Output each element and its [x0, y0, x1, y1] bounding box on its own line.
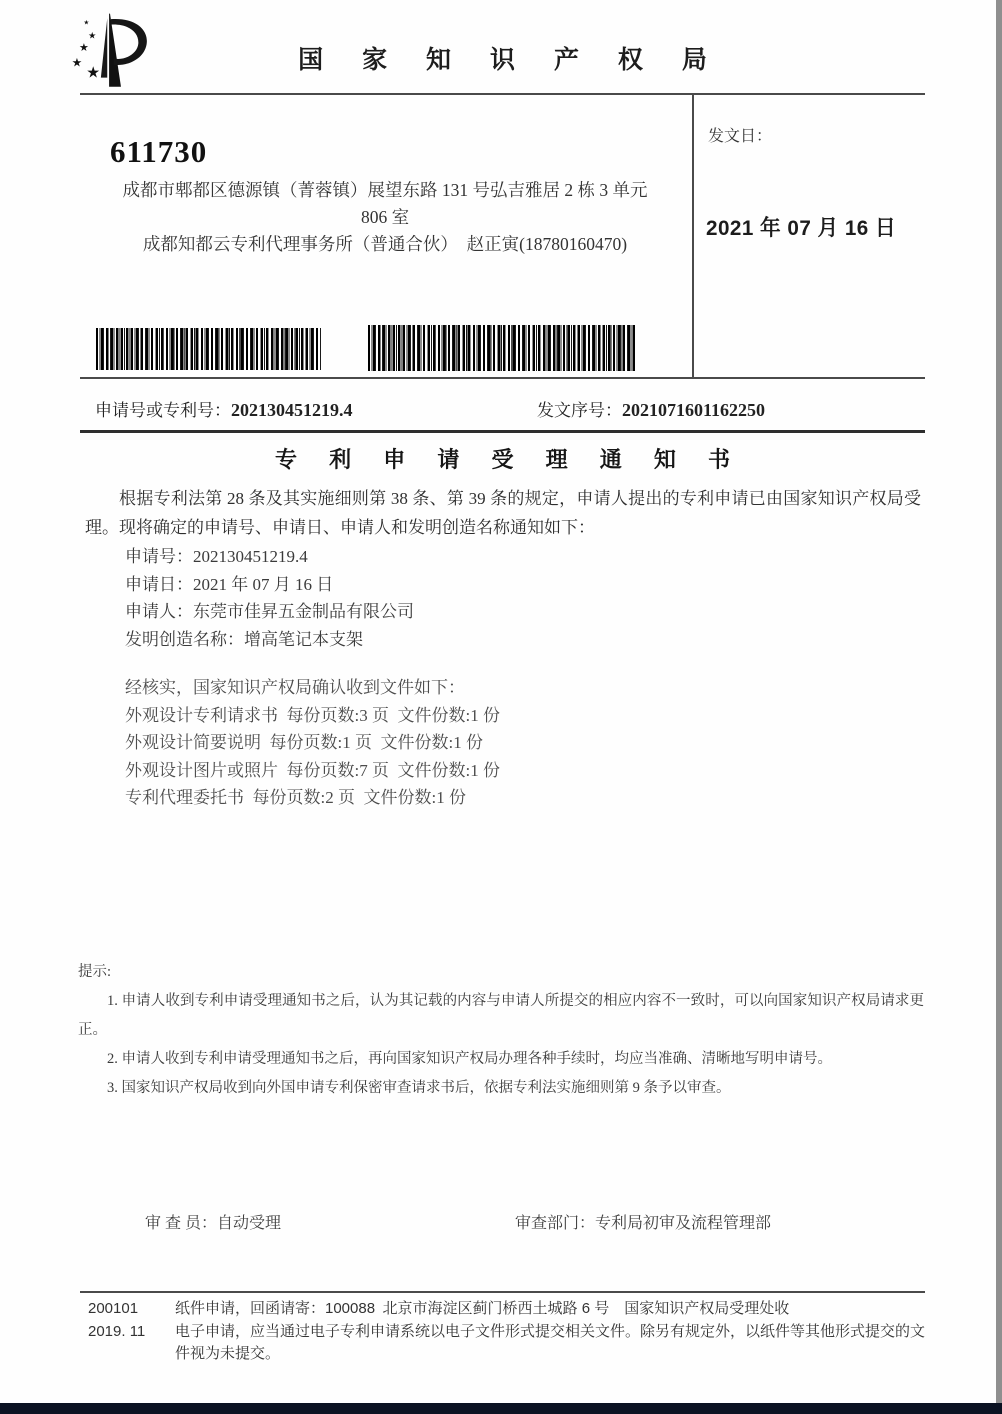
agency-title: 国 家 知 识 产 权 局: [298, 46, 723, 74]
numbers-row: [95, 396, 925, 421]
application-fields-list: [125, 543, 414, 653]
recipient-agent-line: 成都知都云专利代理事务所（普通合伙） 赵正寅(18780160470): [142, 234, 628, 254]
section-rule: [80, 377, 925, 379]
footer-rule: [80, 1291, 925, 1293]
tip-item-2: 2. 申请人收到专利申请受理通知书之后，再向国家知识产权局办理各种手续时，均应当准确、清晰地写明申请号。: [107, 1051, 832, 1067]
body-top-rule: [80, 430, 925, 433]
received-doc-item: 外观设计简要说明 每份页数:1 页 文件份数:1 份: [125, 733, 483, 753]
issue-date-box: [692, 95, 919, 377]
tip-item-1: 1. 申请人收到专利申请受理通知书之后，认为其记载的内容与申请人所提交的相应内容不一致时，可以向国家知识产权局请求更正。: [78, 993, 924, 1038]
footer-electronic-filing-line: 电子申请，应当通过电子专利申请系统以电子文件形式提交相关文件。除另有规定外，以纸件等其他形式提交的文件视为未提交。: [175, 1322, 926, 1362]
scan-edge-right: [996, 0, 1002, 1414]
barcode-serial: [368, 325, 635, 371]
footer-form-codes: [88, 1298, 178, 1343]
tips-label: 提示:: [78, 964, 112, 980]
field-application-date: 申请日：2021 年 07 月 16 日: [125, 574, 334, 594]
serial-number-label: 发文序号：: [537, 401, 622, 420]
svg-text:★: ★: [88, 31, 97, 42]
application-number-value: 202130451219.4: [231, 400, 353, 420]
scan-edge-bottom: [0, 1403, 1002, 1414]
field-invention-title: 发明创造名称：增高笔记本支架: [125, 629, 363, 649]
notice-intro-paragraph: 根据专利法第 28 条及其实施细则第 38 条、第 39 条的规定，申请人提出的专利申请已由国家知识产权局受理。现将确定的申请号、申请日、申请人和发明创造名称通知如下：: [85, 489, 921, 537]
received-doc-item: 外观设计专利请求书 每份页数:3 页 文件份数:1 份: [125, 705, 500, 725]
issue-date-value: 2021 年 07 月 16 日: [706, 216, 897, 240]
recipient-address-line2: 806 室: [360, 207, 410, 227]
footer-paper-filing-line: 纸件申请，回函请寄：100088 北京市海淀区蓟门桥西土城路 6 号 国家知识产权局受理处收: [175, 1300, 790, 1317]
department-field: 审查部门：专利局初审及流程管理部: [515, 1215, 772, 1232]
postal-code: 611730: [110, 134, 208, 169]
footer-instructions: [175, 1298, 925, 1366]
svg-text:★: ★: [78, 41, 89, 55]
recipient-address-block: [90, 177, 680, 258]
svg-text:★: ★: [86, 63, 101, 82]
tip-item-3: 3. 国家知识产权局收到向外国申请专利保密审查请求书后，依据专利法实施细则第 9 条予以审查。: [107, 1080, 731, 1096]
serial-number-value: 2021071601162250: [622, 400, 766, 420]
footer-form-code: 200101: [88, 1300, 139, 1317]
tips-section: [78, 958, 924, 1103]
field-applicant: 申请人：东莞市佳昇五金制品有限公司: [125, 602, 414, 621]
received-doc-item: 外观设计图片或照片 每份页数:7 页 文件份数:1 份: [125, 760, 500, 780]
issue-date-label: 发文日：: [708, 128, 773, 145]
footer-form-code-date: 2019. 11: [88, 1322, 146, 1340]
examiner-field: 审 查 员：自动受理: [145, 1215, 282, 1232]
barcode-application: [96, 328, 321, 370]
svg-text:★: ★: [71, 55, 83, 70]
svg-text:★: ★: [83, 18, 90, 27]
received-doc-item: 专利代理委托书 每份页数:2 页 文件份数:1 份: [125, 788, 466, 808]
notice-title: 专 利 申 请 受 理 通 知 书: [275, 447, 743, 472]
application-number-label: 申请号或专利号：: [95, 401, 231, 420]
field-application-number: 申请号：202130451219.4: [125, 547, 308, 566]
received-documents-list: [125, 674, 500, 812]
received-documents-intro: 经核实，国家知识产权局确认收到文件如下：: [125, 678, 465, 697]
recipient-address-line1: 成都市郫都区德源镇（菁蓉镇）展望东路 131 号弘吉雅居 2 栋 3 单元: [122, 180, 648, 200]
